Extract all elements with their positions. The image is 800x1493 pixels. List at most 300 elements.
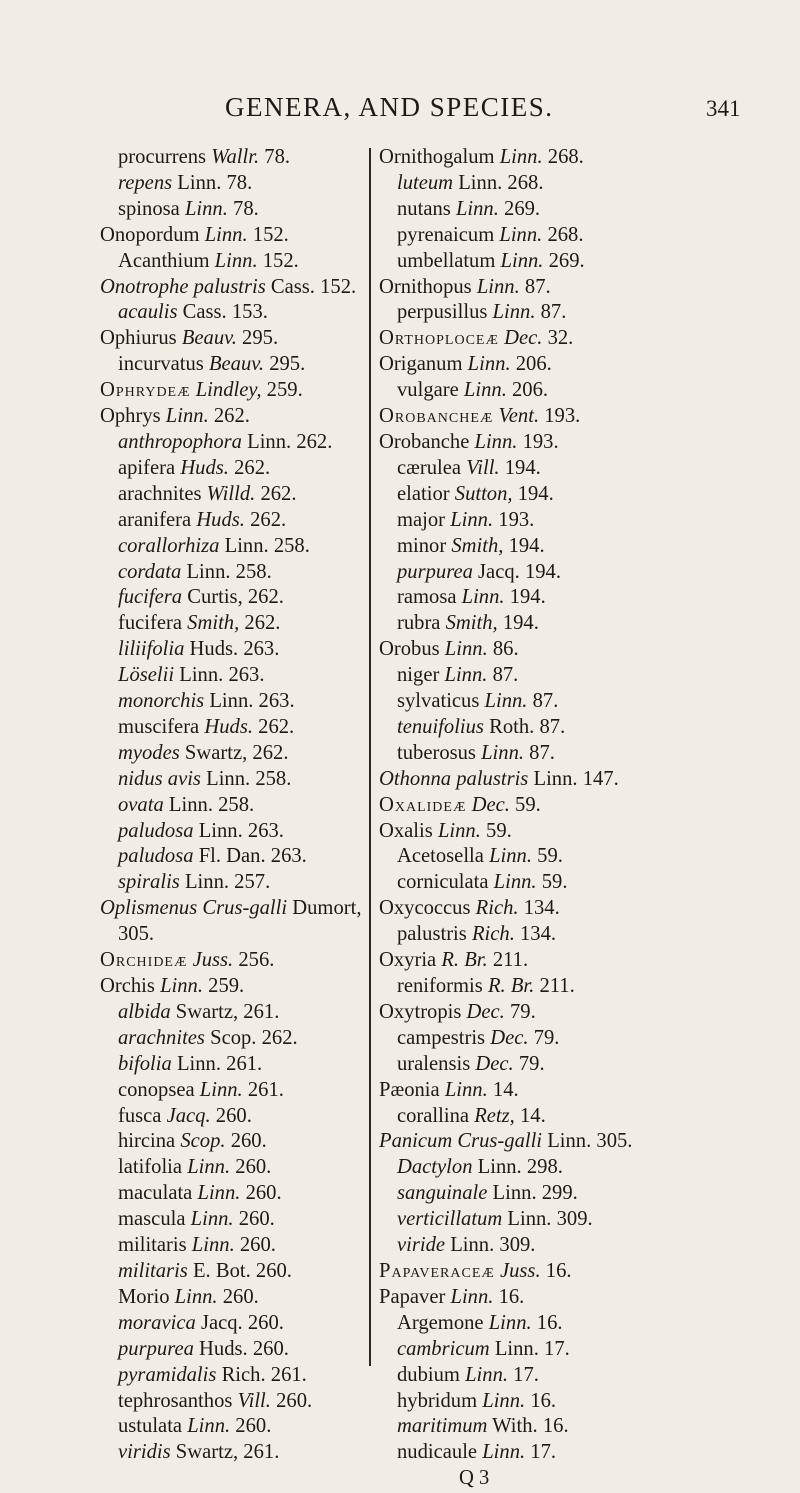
index-entry	[379, 560, 719, 586]
entry-genus-name: Oxalis	[379, 819, 433, 842]
entry-authority: Scop.	[180, 1130, 226, 1153]
entry-authority: Linn.	[488, 1311, 532, 1334]
entry-species-name: viride	[397, 1234, 446, 1257]
entry-page-ref: 258.	[273, 534, 310, 557]
index-entry	[379, 715, 719, 741]
entry-page-ref: 261.	[243, 1000, 280, 1023]
entry-authority: Dec.	[490, 1026, 529, 1049]
index-entry	[100, 1129, 366, 1155]
entry-page-ref: 261.	[270, 1363, 307, 1386]
entry-page-ref: 305.	[596, 1130, 633, 1153]
entry-page-ref: 258.	[235, 560, 272, 583]
entry-genus-name: Orobus	[379, 638, 440, 661]
entry-authority: With.	[492, 1415, 538, 1438]
entry-genus-name: Ornithopus	[379, 275, 472, 298]
entry-page-ref: 134.	[523, 897, 560, 920]
entry-page-ref: 16.	[545, 1259, 572, 1282]
entry-page-ref: Dumort,	[292, 897, 362, 920]
index-entry	[100, 1052, 366, 1078]
entry-authority: Dec.	[504, 327, 543, 350]
entry-page-ref: 269.	[504, 197, 541, 220]
entry-page-ref: 259.	[208, 975, 245, 997]
entry-authority: Lindley,	[195, 379, 262, 402]
entry-page-ref: 16.	[530, 1389, 557, 1412]
entry-species-name: bifolia	[118, 1052, 172, 1075]
entry-species-name: aranifera	[118, 508, 192, 531]
entry-page-ref: 59.	[486, 819, 512, 842]
entry-species-name: hybridum	[397, 1389, 478, 1412]
entry-genus-name: Othonna palustris	[379, 767, 529, 790]
index-entry	[100, 1181, 366, 1207]
entry-authority: Vill.	[237, 1389, 271, 1412]
index-entry	[100, 249, 366, 275]
entry-page-ref: 194.	[509, 586, 546, 609]
entry-page-ref: 263.	[247, 819, 284, 842]
entry-authority: Jacq.	[478, 560, 520, 583]
entry-page-ref: 87.	[529, 741, 555, 764]
index-entry	[100, 223, 366, 249]
index-entry	[379, 948, 719, 974]
entry-page-ref: 16.	[542, 1415, 569, 1438]
entry-page-ref: 152.	[320, 275, 357, 298]
entry-authority: Linn.	[444, 664, 488, 687]
entry-authority: Linn.	[186, 560, 231, 583]
index-entry	[379, 1259, 719, 1285]
entry-species-name: spiralis	[118, 871, 180, 894]
entry-page-ref: 269.	[548, 249, 585, 272]
entry-page-ref: 262.	[252, 741, 289, 764]
entry-authority: Linn.	[482, 1389, 526, 1412]
entry-genus-name: Origanum	[379, 353, 463, 376]
index-entry	[379, 1129, 719, 1155]
entry-species-name: sylvaticus	[397, 690, 480, 713]
entry-page-ref: 262.	[234, 456, 271, 479]
index-entry	[100, 689, 366, 715]
entry-authority: Smith,	[451, 534, 504, 557]
entry-page-ref: 79.	[533, 1026, 560, 1049]
entry-page-ref: 268.	[547, 223, 584, 246]
entry-page-ref: 79.	[510, 1000, 536, 1023]
index-entry	[379, 456, 719, 482]
index-entry	[379, 534, 719, 560]
index-entry	[379, 197, 719, 223]
entry-authority: Linn.	[168, 793, 213, 816]
entry-page-ref: 256.	[238, 949, 275, 972]
entry-page-ref: 268.	[507, 171, 544, 194]
entry-authority: Linn.	[444, 638, 488, 661]
entry-family-name: Oxalideæ	[379, 793, 467, 816]
entry-authority: Linn.	[224, 534, 269, 557]
index-entry	[100, 1259, 366, 1285]
entry-authority: Roth.	[489, 715, 535, 738]
entry-authority: Vent.	[498, 405, 540, 428]
entry-authority: Fl. Dan.	[198, 845, 266, 868]
entry-page-ref: 261.	[226, 1052, 263, 1075]
index-entry	[100, 1363, 366, 1389]
entry-page-ref: 263.	[228, 664, 265, 687]
entry-species-name: tuberosus	[397, 741, 476, 764]
entry-species-name: militaris	[118, 1234, 187, 1257]
index-entry	[379, 482, 719, 508]
entry-genus-name: Orchis	[100, 975, 155, 997]
index-entry	[379, 767, 719, 793]
index-entry	[100, 663, 366, 689]
entry-species-name: mascula	[118, 1208, 186, 1231]
entry-authority: Linn.	[492, 1182, 537, 1205]
entry-page-ref: 32.	[547, 327, 574, 350]
index-entry	[100, 974, 366, 1000]
entry-species-name: latifolia	[118, 1156, 183, 1179]
entry-family-name: Orthoploceæ	[379, 327, 499, 350]
entry-authority: Linn.	[190, 1208, 234, 1231]
entry-species-name: moravica	[118, 1311, 196, 1334]
index-entry	[100, 1389, 366, 1415]
index-entry	[100, 1285, 366, 1311]
entry-authority: Huds.	[196, 508, 245, 531]
index-entry	[379, 844, 719, 870]
index-entry	[100, 1233, 366, 1259]
entry-authority: R. Br.	[487, 975, 535, 997]
entry-authority: Beauv.	[208, 353, 265, 376]
entry-page-ref: 87.	[524, 275, 551, 298]
entry-page-ref: 260.	[247, 1311, 284, 1334]
entry-authority: Crus-galli	[202, 897, 288, 920]
entry-page-ref: 206.	[515, 353, 552, 376]
entry-genus-name: Papaver	[379, 1285, 446, 1308]
entry-species-name: ovata	[118, 793, 164, 816]
entry-authority: Rich.	[221, 1363, 266, 1386]
entry-genus-name: Orobanche	[379, 430, 470, 453]
index-entry	[100, 1026, 366, 1052]
index-entry	[100, 534, 366, 560]
entry-species-name: dubium	[397, 1363, 460, 1386]
signature-mark: Q 3	[459, 1467, 490, 1490]
entry-page-ref: 263.	[270, 845, 307, 868]
entry-species-name: hircina	[118, 1130, 176, 1153]
entry-species-name: maritimum	[397, 1415, 488, 1438]
entry-authority: Linn.	[206, 767, 251, 790]
entry-species-name: palustris	[397, 923, 467, 946]
entry-page-ref: 299.	[541, 1182, 578, 1205]
entry-page-ref: 263.	[243, 638, 280, 661]
entry-authority: Juss.	[499, 1259, 541, 1282]
entry-authority: Linn.	[493, 871, 537, 894]
entry-authority: Linn.	[176, 1052, 221, 1075]
index-entry	[379, 378, 719, 404]
entry-page-ref: 78.	[233, 197, 259, 220]
entry-page-ref: 79.	[518, 1052, 545, 1075]
entry-genus-name: Oxycoccus	[379, 897, 471, 920]
entry-species-name: acaulis	[118, 301, 178, 324]
index-entry	[379, 300, 719, 326]
entry-page-ref: 260.	[239, 1234, 276, 1257]
entry-authority: Linn.	[458, 171, 503, 194]
entry-page-ref: 309.	[556, 1208, 593, 1231]
entry-authority: Linn.	[209, 690, 254, 713]
index-entry	[379, 1181, 719, 1207]
entry-page-ref: 194.	[508, 534, 545, 557]
index-entry	[379, 637, 719, 663]
entry-page-ref: 258.	[255, 767, 292, 790]
entry-species-name: Morio	[118, 1285, 170, 1308]
index-entry	[100, 378, 366, 404]
index-entry	[100, 741, 366, 767]
entry-species-name: minor	[397, 534, 447, 557]
entry-page-ref: 193.	[498, 508, 535, 531]
entry-page-ref: 258.	[218, 793, 255, 816]
index-entry	[379, 1285, 719, 1311]
entry-authority: Linn.	[450, 1285, 494, 1308]
entry-species-name: myodes	[118, 741, 180, 764]
entry-authority: Huds.	[180, 456, 229, 479]
index-entry	[100, 844, 366, 870]
entry-authority: Scop.	[210, 1026, 257, 1049]
entry-species-name: corallorhiza	[118, 534, 220, 557]
entry-authority: Linn.	[184, 871, 230, 894]
index-entry	[100, 819, 366, 845]
index-entry	[379, 1052, 719, 1078]
entry-genus-name: Pæonia	[379, 1078, 440, 1101]
index-entry	[379, 1389, 719, 1415]
entry-authority: Linn.	[463, 379, 507, 402]
entry-species-name: ustulata	[118, 1415, 183, 1438]
index-entry	[100, 793, 366, 819]
index-entry	[100, 456, 366, 482]
entry-family-name: Orchideæ	[100, 949, 188, 972]
entry-page-ref: 87.	[492, 664, 519, 687]
entry-authority: Juss.	[192, 949, 234, 972]
entry-species-name: procurrens	[118, 146, 207, 168]
entry-species-name: rubra	[397, 612, 441, 635]
entry-family-name: Ophrydeæ	[100, 379, 191, 402]
entry-genus-name: Panicum Crus-galli	[379, 1130, 543, 1153]
entry-authority: Dec.	[471, 793, 510, 816]
entry-page-ref: 262.	[260, 482, 297, 505]
index-entry	[379, 1311, 719, 1337]
entry-authority: Cass.	[270, 275, 315, 298]
entry-authority: Swartz,	[184, 741, 248, 764]
entry-species-name: Argemone	[397, 1311, 484, 1334]
entry-page-ref: 153.	[231, 301, 268, 324]
index-entry	[379, 793, 719, 819]
index-entry	[100, 922, 366, 948]
index-entry	[379, 741, 719, 767]
index-entry	[100, 560, 366, 586]
entry-genus-name: Oplismenus	[100, 897, 198, 920]
entry-page-ref: 260.	[235, 1156, 272, 1179]
entry-page-ref: 194.	[524, 560, 561, 583]
entry-species-name: muscifera	[118, 715, 200, 738]
entry-authority: Linn.	[204, 223, 248, 246]
index-entry	[100, 482, 366, 508]
index-entry	[100, 326, 366, 352]
entry-authority: Linn.	[476, 275, 520, 298]
entry-species-name: fucifera	[118, 586, 183, 609]
index-entry	[100, 948, 366, 974]
entry-page-ref: 298.	[526, 1156, 563, 1179]
entry-authority: Linn.	[482, 1441, 526, 1464]
entry-page-ref: 14.	[492, 1078, 519, 1101]
entry-authority: Rich.	[475, 897, 519, 920]
entry-page-ref: 87.	[539, 715, 566, 738]
entry-page-ref: 295.	[242, 327, 279, 350]
entry-authority: Linn.	[191, 1234, 235, 1257]
index-entry	[379, 1207, 719, 1233]
entry-authority: Swartz,	[175, 1000, 239, 1023]
entry-species-name: viridis	[118, 1441, 171, 1464]
entry-page-ref: 295.	[269, 353, 306, 376]
index-entry	[379, 922, 719, 948]
index-entry	[100, 300, 366, 326]
index-entry	[100, 352, 366, 378]
entry-species-name: cærulea	[397, 456, 462, 479]
entry-species-name: Acetosella	[397, 845, 484, 868]
entry-page-ref: 261.	[243, 1441, 280, 1464]
index-entry	[379, 689, 719, 715]
entry-authority: Smith,	[445, 612, 498, 635]
index-entry	[379, 1155, 719, 1181]
index-entry	[379, 1440, 719, 1466]
entry-species-name: nudicaule	[397, 1441, 478, 1464]
entry-page-ref: 257.	[234, 871, 271, 894]
index-column-left	[100, 145, 366, 1466]
entry-page-ref: 260.	[252, 1337, 289, 1360]
entry-species-name: paludosa	[118, 819, 194, 842]
entry-authority: Linn.	[444, 1078, 488, 1101]
entry-species-name: campestris	[397, 1026, 486, 1049]
index-entry	[100, 1078, 366, 1104]
entry-authority: Linn.	[160, 975, 203, 997]
index-entry	[379, 585, 719, 611]
entry-page-ref: 262.	[258, 715, 295, 738]
index-entry	[379, 819, 719, 845]
entry-species-name: fucifera	[118, 612, 183, 635]
entry-authority: Huds.	[204, 715, 253, 738]
index-entry	[379, 611, 719, 637]
entry-authority: Linn.	[494, 1337, 539, 1360]
entry-page-ref: 262.	[247, 586, 284, 609]
index-entry	[379, 1337, 719, 1363]
entry-page-ref: 211.	[492, 949, 529, 972]
entry-page-ref: 309.	[499, 1234, 536, 1257]
entry-authority: E. Bot.	[192, 1259, 251, 1282]
entry-species-name: arachnites	[118, 482, 202, 505]
entry-genus-name: Ophiurus	[100, 327, 177, 350]
entry-page-ref: 260.	[245, 1182, 282, 1205]
entry-species-name: major	[397, 508, 446, 531]
entry-species-name: arachnites	[118, 1026, 205, 1049]
entry-authority: Linn.	[467, 353, 511, 376]
entry-genus-name: Onotrophe palustris	[100, 275, 266, 298]
entry-authority: Linn.	[450, 1234, 495, 1257]
index-entry	[100, 171, 366, 197]
entry-authority: Linn.	[247, 430, 292, 453]
entry-genus-name: Oxyria	[379, 949, 437, 972]
entry-page-ref: 17.	[544, 1337, 570, 1360]
entry-family-name: Orobancheæ	[379, 405, 494, 428]
index-entry	[379, 145, 719, 171]
entry-authority: Linn.	[492, 301, 536, 324]
index-entry	[379, 430, 719, 456]
entry-species-name: nidus avis	[118, 767, 201, 790]
entry-page-ref: 86.	[492, 638, 519, 661]
entry-genus-name: Oxytropis	[379, 1000, 462, 1023]
entry-page-ref: 260.	[235, 1415, 272, 1438]
entry-authority: Linn.	[507, 1208, 552, 1231]
entry-species-name: monorchis	[118, 690, 205, 713]
entry-species-name: cordata	[118, 560, 182, 583]
entry-species-name: Löselii	[118, 664, 175, 687]
entry-page-ref: 194.	[502, 612, 539, 635]
entry-authority: Curtis,	[187, 586, 243, 609]
column-divider	[369, 148, 371, 1366]
entry-species-name: pyrenaicum	[397, 223, 495, 246]
entry-authority: Linn.	[214, 249, 258, 272]
entry-authority: Smith,	[187, 612, 240, 635]
entry-authority: Linn.	[187, 1415, 231, 1438]
index-entry	[379, 223, 719, 249]
entry-page-ref: 260.	[215, 1104, 252, 1127]
entry-authority: Linn.	[450, 508, 494, 531]
entry-species-name: fusca	[118, 1104, 162, 1127]
entry-authority: Rich.	[471, 923, 515, 946]
entry-species-name: conopsea	[118, 1078, 195, 1101]
index-entry	[379, 326, 719, 352]
index-entry	[379, 1233, 719, 1259]
index-entry	[379, 1414, 719, 1440]
index-entry	[379, 870, 719, 896]
index-entry	[100, 1311, 366, 1337]
entry-page-ref: 263.	[258, 690, 295, 713]
entry-authority: Cass.	[182, 301, 227, 324]
index-entry	[100, 145, 366, 171]
entry-authority: Linn.	[199, 1078, 243, 1101]
entry-page-ref: 78.	[226, 171, 253, 194]
index-entry	[379, 249, 719, 275]
entry-authority: Linn.	[465, 1363, 509, 1386]
index-entry	[100, 430, 366, 456]
entry-authority: Linn.	[499, 146, 543, 168]
entry-page-ref: 262.	[244, 612, 281, 635]
entry-authority: Dec.	[466, 1000, 505, 1023]
entry-page-ref: 16.	[536, 1311, 563, 1334]
entry-page-ref: 87.	[540, 301, 567, 324]
index-entry	[100, 197, 366, 223]
entry-species-name: luteum	[397, 171, 454, 194]
index-entry	[100, 1414, 366, 1440]
entry-page-ref: 193.	[522, 430, 559, 453]
entry-authority: Linn.	[179, 664, 224, 687]
index-entry	[379, 508, 719, 534]
page-number: 341	[706, 96, 741, 121]
entry-authority: Linn.	[184, 197, 228, 220]
entry-page-ref: 17.	[513, 1363, 539, 1386]
index-entry	[100, 404, 366, 430]
entry-species-name: vulgare	[397, 379, 459, 402]
index-column-right	[379, 145, 719, 1492]
entry-page-ref: 259.	[266, 379, 303, 402]
entry-page-ref: 194.	[504, 456, 541, 479]
entry-authority: Willd.	[206, 482, 256, 505]
index-entry	[100, 1155, 366, 1181]
entry-species-name: spinosa	[118, 197, 180, 220]
index-entry	[379, 974, 719, 1000]
entry-authority: Linn.	[174, 1285, 218, 1308]
index-entry	[379, 663, 719, 689]
running-header	[0, 92, 800, 132]
entry-authority: Huds.	[189, 638, 239, 661]
entry-page-ref: 193.	[544, 405, 581, 428]
